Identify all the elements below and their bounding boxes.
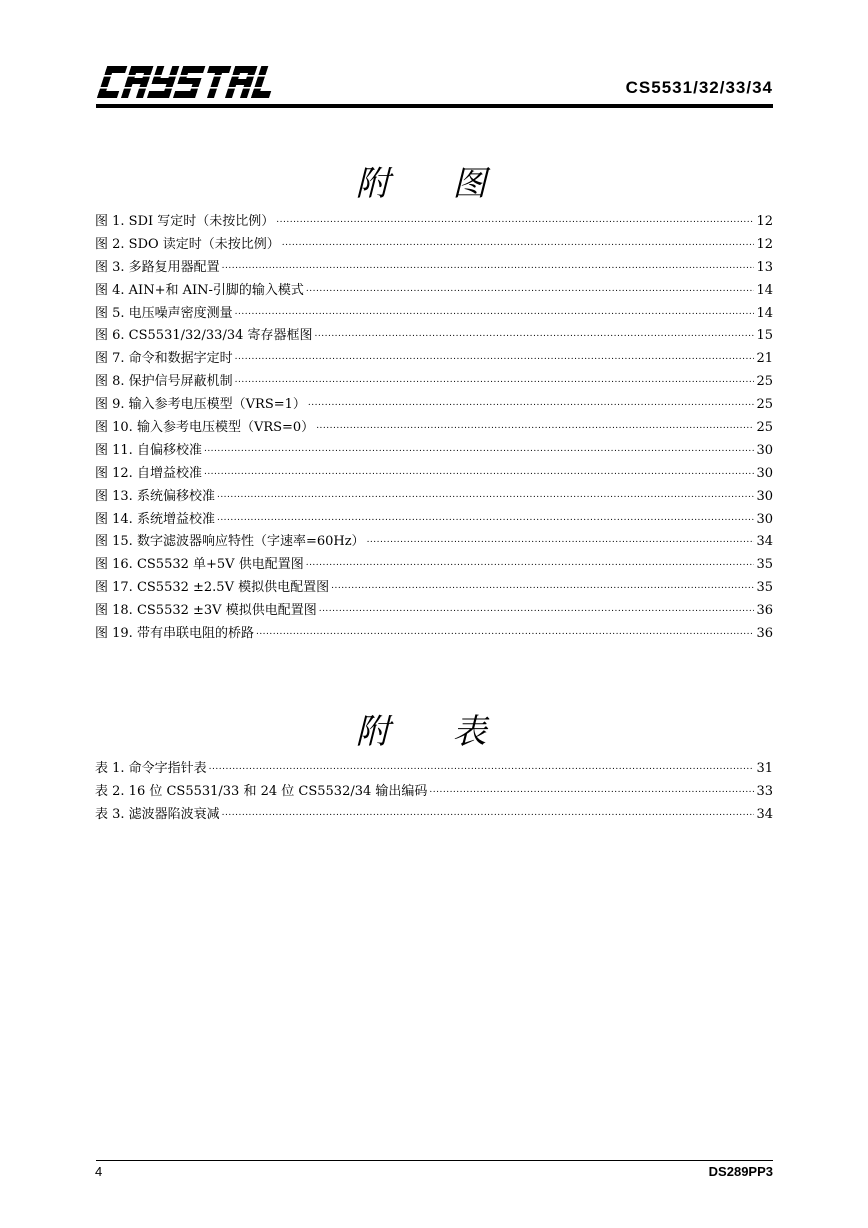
toc-entry[interactable] xyxy=(95,508,773,531)
toc-entry-label: 图 14. 系统增益校准 xyxy=(95,511,215,527)
dot-leader xyxy=(367,532,755,545)
dot-leader xyxy=(217,487,755,500)
dot-leader xyxy=(319,601,755,614)
figures-list xyxy=(95,210,773,645)
toc-entry-page: 12 xyxy=(756,214,773,229)
footer-rule xyxy=(96,1160,773,1161)
toc-entry-page: 36 xyxy=(756,626,773,642)
toc-entry[interactable] xyxy=(95,324,773,347)
toc-entry-label: 图 8. 保护信号屏蔽机制 xyxy=(95,374,233,390)
dot-leader xyxy=(235,304,755,317)
toc-entry-label: 表 2. 16 位 CS5531/33 和 24 位 CS5532/34 输出编码 xyxy=(95,783,428,799)
toc-entry[interactable] xyxy=(95,599,773,622)
toc-entry-label: 图 4. AIN+和 AIN-引脚的输入模式 xyxy=(95,282,304,298)
dot-leader xyxy=(222,805,755,818)
toc-entry[interactable] xyxy=(95,622,773,645)
dot-leader xyxy=(316,418,754,431)
toc-entry[interactable] xyxy=(95,256,773,279)
toc-entry-page: 30 xyxy=(756,488,773,504)
toc-entry[interactable] xyxy=(95,530,773,553)
toc-entry-label: 图 12. 自增益校准 xyxy=(95,465,202,481)
dot-leader xyxy=(235,349,755,362)
page-number: 4 xyxy=(95,1164,103,1179)
dot-leader xyxy=(282,235,755,248)
crystal-logo xyxy=(96,64,282,100)
toc-entry[interactable] xyxy=(95,462,773,485)
toc-entry[interactable] xyxy=(95,210,773,233)
toc-entry-page: 33 xyxy=(756,783,773,799)
toc-entry[interactable] xyxy=(95,302,773,325)
toc-entry[interactable] xyxy=(95,780,773,803)
dot-leader xyxy=(331,578,754,591)
toc-entry[interactable] xyxy=(95,439,773,462)
toc-entry-page: 15 xyxy=(756,328,773,344)
document-id: CS5531/32/33/34 xyxy=(625,78,773,97)
toc-entry-page: 21 xyxy=(756,351,773,367)
tables-title: 附 表 xyxy=(355,712,513,752)
toc-entry-label: 图 18. CS5532 ±3V 模拟供电配置图 xyxy=(95,603,317,619)
footer-document-code: DS289PP3 xyxy=(708,1164,773,1179)
toc-entry[interactable] xyxy=(95,553,773,576)
dot-leader xyxy=(204,464,755,477)
figures-title: 附 图 xyxy=(355,164,513,204)
toc-entry-page: 31 xyxy=(756,761,773,776)
toc-entry-label: 图 10. 输入参考电压模型（VRS=0） xyxy=(95,420,315,436)
toc-entry[interactable] xyxy=(95,416,773,439)
dot-leader xyxy=(235,372,755,385)
toc-entry-page: 30 xyxy=(756,511,773,527)
toc-entry[interactable] xyxy=(95,393,773,416)
tables-list xyxy=(95,757,773,826)
toc-entry-page: 25 xyxy=(756,397,773,413)
toc-entry[interactable] xyxy=(95,279,773,302)
toc-entry-label: 图 3. 多路复用器配置 xyxy=(95,259,220,275)
toc-entry-label: 图 17. CS5532 ±2.5V 模拟供电配置图 xyxy=(95,580,330,596)
dot-leader xyxy=(429,782,754,795)
toc-entry[interactable] xyxy=(95,347,773,370)
toc-entry-page: 13 xyxy=(756,259,773,275)
dot-leader xyxy=(306,281,755,294)
toc-entry-label: 图 9. 输入参考电压模型（VRS=1） xyxy=(95,397,306,413)
toc-entry[interactable] xyxy=(95,757,773,780)
toc-entry-label: 图 1. SDI 写定时（未按比例） xyxy=(95,214,275,229)
toc-entry-page: 25 xyxy=(756,420,773,436)
toc-entry-label: 图 5. 电压噪声密度测量 xyxy=(95,305,233,321)
toc-entry-label: 图 2. SDO 读定时（未按比例） xyxy=(95,236,280,252)
toc-entry-page: 36 xyxy=(756,603,773,619)
toc-entry[interactable] xyxy=(95,576,773,599)
toc-entry-label: 图 16. CS5532 单+5V 供电配置图 xyxy=(95,557,304,573)
toc-entry-label: 图 6. CS5531/32/33/34 寄存器框图 xyxy=(95,328,313,344)
header-rule xyxy=(96,104,773,108)
toc-entry-page: 14 xyxy=(756,282,773,298)
toc-entry-label: 图 13. 系统偏移校准 xyxy=(95,488,215,504)
toc-entry[interactable] xyxy=(95,485,773,508)
dot-leader xyxy=(276,212,754,225)
dot-leader xyxy=(308,395,755,408)
toc-entry-page: 34 xyxy=(756,806,773,822)
toc-entry-label: 表 3. 滤波器陷波衰减 xyxy=(95,806,220,822)
dot-leader xyxy=(222,258,755,271)
dot-leader xyxy=(256,624,755,637)
dot-leader xyxy=(204,441,755,454)
dot-leader xyxy=(217,510,755,523)
dot-leader xyxy=(306,555,755,568)
dot-leader xyxy=(209,759,755,772)
toc-entry-page: 14 xyxy=(756,305,773,321)
toc-entry-label: 图 7. 命令和数据字定时 xyxy=(95,351,233,367)
toc-entry-label: 图 11. 自偏移校准 xyxy=(95,442,202,458)
toc-entry-label: 图 15. 数字滤波器响应特性（字速率=60Hz） xyxy=(95,534,365,550)
toc-entry[interactable] xyxy=(95,233,773,256)
toc-entry-page: 12 xyxy=(756,236,773,252)
toc-entry-page: 34 xyxy=(756,534,773,550)
toc-entry-page: 25 xyxy=(756,374,773,390)
toc-entry-label: 表 1. 命令字指针表 xyxy=(95,761,207,776)
toc-entry[interactable] xyxy=(95,370,773,393)
toc-entry-label: 图 19. 带有串联电阻的桥路 xyxy=(95,626,254,642)
toc-entry[interactable] xyxy=(95,803,773,826)
toc-entry-page: 30 xyxy=(756,442,773,458)
toc-entry-page: 35 xyxy=(756,580,773,596)
toc-entry-page: 30 xyxy=(756,465,773,481)
dot-leader xyxy=(315,326,755,339)
toc-entry-page: 35 xyxy=(756,557,773,573)
